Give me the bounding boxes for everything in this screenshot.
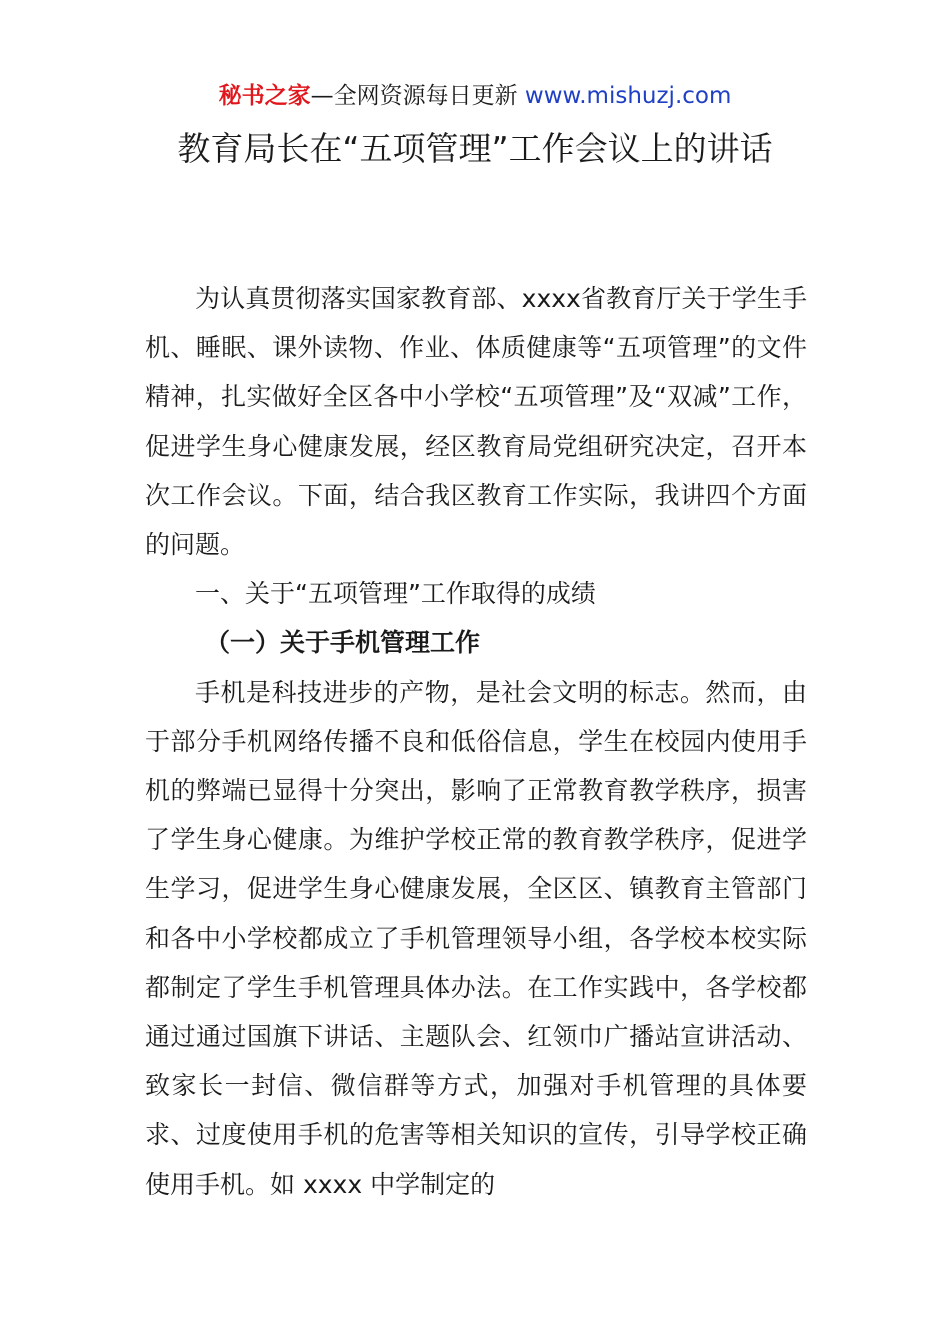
- section-heading: 一、关于“五项管理”工作取得的成绩: [195, 579, 596, 609]
- site-tagline: —全网资源每日更新: [310, 83, 525, 109]
- document-body: [145, 274, 807, 1209]
- site-url-link[interactable]: www.mishuzj.com: [524, 83, 732, 109]
- document-title: 教育局长在“五项管理”工作会议上的讲话: [177, 129, 773, 168]
- body-paragraph: 手机是科技进步的产物，是社会文明的标志。然而，由于部分手机网络传播不良和低俗信息，学生在校园内使用手机的弊端已显得十分突出，影响了正常教育教学秩序，损害了学生身心健康。为维护学校正常的教育教学秩序，促进学生学习，促进学生身心健康发展，全区区、镇教育主管部门和各中小学校都成立了手机管理领导小组，各学校本校实际都制定了学生手机管理具体办法。在工作实践中，各学校都通过通过国旗下讲话、主题队会、红领巾广播站宣讲活动、致家长一封信、微信群等方式，加强对手机管理的具体要求、过度使用手机的危害等相关知识的宣传，引导学校正确使用手机。如 xxxx 中学制定的: [145, 677, 807, 1199]
- intro-paragraph: 为认真贯彻落实国家教育部、xxxx省教育厅关于学生手机、睡眠、课外读物、作业、体质健康等“五项管理”的文件精神，扎实做好全区各中小学校“五项管理”及“双减”工作，促进学生身心健康发展，经区教育局党组研究决定，召开本次工作会议。下面，结合我区教育工作实际，我讲四个方面的问题。: [145, 284, 807, 560]
- subsection-heading: （一）关于手机管理工作: [205, 628, 481, 658]
- site-brand: 秘书之家: [218, 83, 311, 109]
- site-banner: [0, 80, 950, 112]
